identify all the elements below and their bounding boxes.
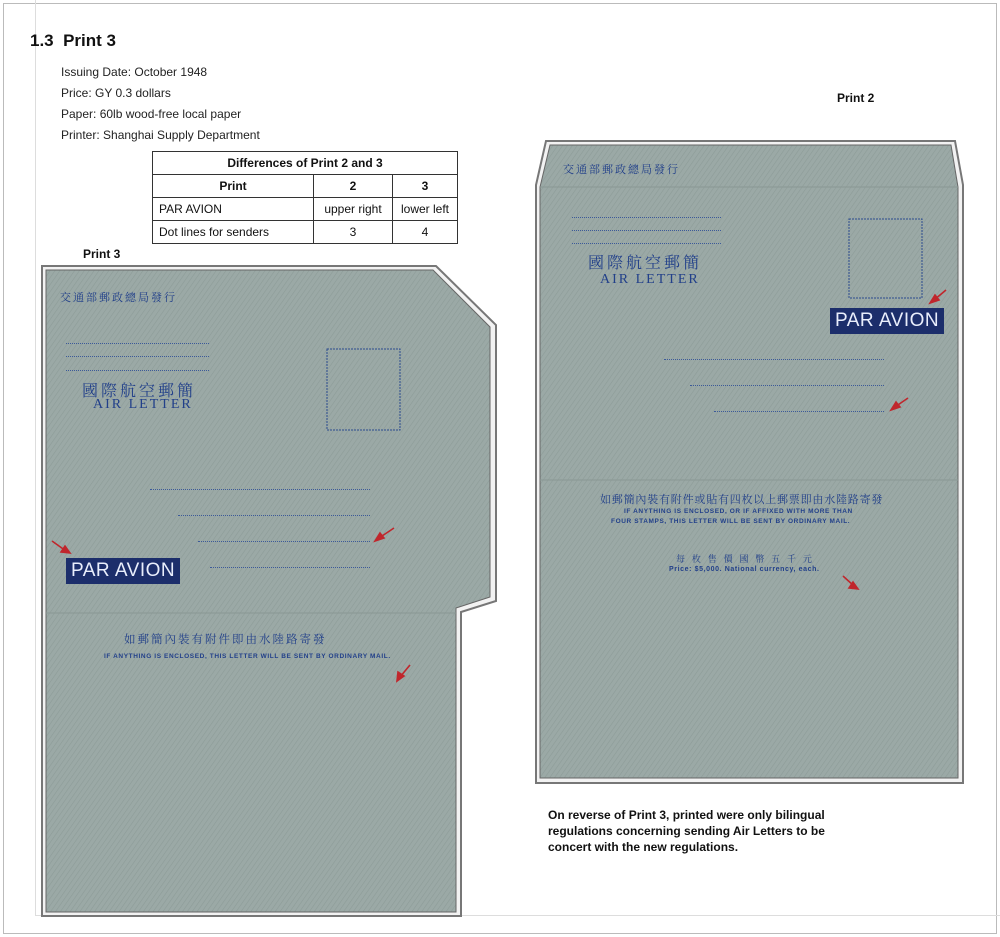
print2-title-en: AIR LETTER [600,272,700,287]
print3-issuer: 交通部郵政總局發行 [60,291,177,304]
print2-issuer: 交通部郵政總局發行 [563,163,680,176]
print2-notice-en-2: FOUR STAMPS, THIS LETTER WILL BE SENT BY ORDINARY MAIL. [611,518,851,525]
sender-dotline [572,217,721,218]
label-print2: Print 2 [837,91,875,105]
print3-notice-cn: 如郵簡內裝有附件即由水陸路寄發 [124,632,327,646]
reverse-note: On reverse of Print 3, printed were only bilingual regulations concerning sending Air Letters to be concert with the new regulations. [548,808,825,854]
address-dotline [664,359,884,360]
row-label: Dot lines for senders [153,221,314,244]
section-number: 1.3 [30,31,54,50]
label-print3: Print 3 [83,247,121,261]
print2-price-en: Price: $5,000. National currency, each. [669,566,820,573]
print3-par-avion-badge: PAR AVION [66,558,180,584]
print3-title-en: AIR LETTER [93,397,193,412]
row-value-print3: lower left [393,198,458,221]
row-value-print2: 3 [314,221,393,244]
header-print-3: 3 [393,175,458,198]
section-name: Print 3 [63,31,116,50]
print2-notice-cn: 如郵簡內裝有附件或貼有四枚以上郵票即由水陸路寄發 [600,493,884,506]
print2-price-cn: 每 枚 售 價 國 幣 五 千 元 [676,555,814,565]
header-print: Print [153,175,314,198]
address-dotline [690,385,884,386]
row-value-print3: 4 [393,221,458,244]
address-dotline [714,411,884,412]
table-caption: Differences of Print 2 and 3 [153,152,458,175]
info-issuing-date: Issuing Date: October 1948 [61,65,208,79]
row-value-print2: upper right [314,198,393,221]
sender-dotline [572,243,721,244]
sender-dotline [572,230,721,231]
print3-title-cn: 國際航空郵簡 [82,381,197,400]
print2-notice-en-1: IF ANYTHING IS ENCLOSED, OR IF AFFIXED WITH MORE THAN [624,508,853,515]
info-printer: Printer: Shanghai Supply Department [61,128,260,142]
info-price: Price: GY 0.3 dollars [61,86,171,100]
print2-par-avion-badge: PAR AVION [830,308,944,334]
print2-title-cn: 國際航空郵簡 [588,253,703,272]
row-label: PAR AVION [153,198,314,221]
print3-notice-en: IF ANYTHING IS ENCLOSED, THIS LETTER WILL BE SENT BY ORDINARY MAIL. [104,653,391,660]
header-print-2: 2 [314,175,393,198]
info-paper: Paper: 60lb wood-free local paper [61,107,242,121]
